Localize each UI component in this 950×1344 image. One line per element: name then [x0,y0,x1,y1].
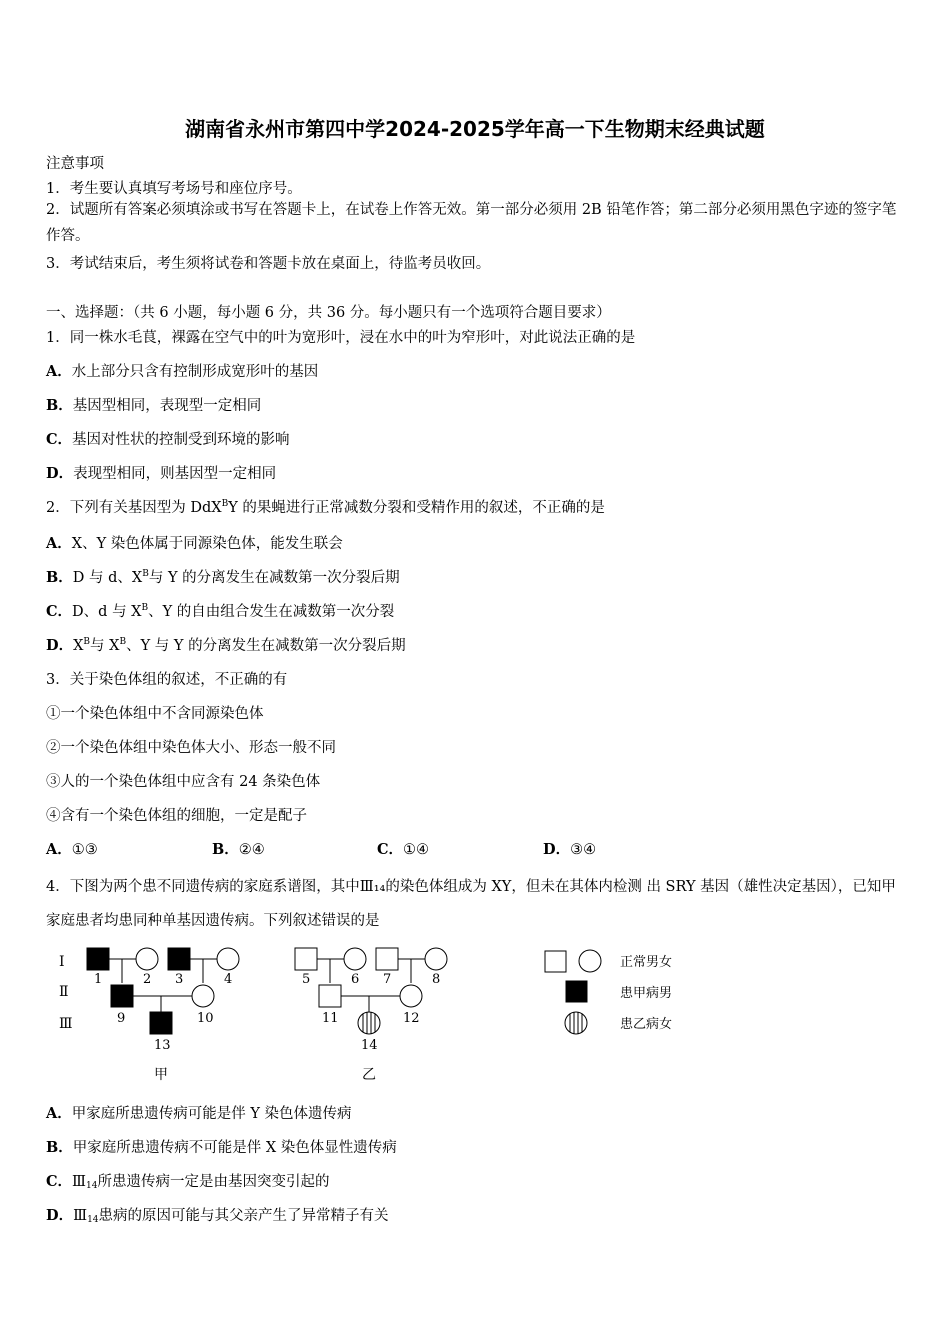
individual-5 [295,948,317,970]
individual-3 [168,948,190,970]
stem-part: 2．下列有关基因型为 DdX [46,500,222,516]
q4-option-c [46,1170,329,1191]
option-text: D 与 d、X [72,570,143,586]
option-text: 、Y 的自由组合发生在减数第一次分裂 [148,604,395,620]
q2-option-c [46,600,394,621]
option-text: X、Y 染色体属于同源染色体，能发生联会 [71,536,343,552]
option-label: B． [212,841,239,858]
individual-14 [358,1012,380,1034]
individual-12 [400,985,422,1007]
q3-statement: ②一个染色体组中染色体大小、形态一般不同 [46,740,336,756]
option-text: 、Y 与 Y 的分离发生在减数第一次分裂后期 [126,638,406,654]
option-text: 基因型相同，表现型一定相同 [72,398,262,414]
individual-7 [376,948,398,970]
option-label: B． [46,1139,73,1156]
option-text: 与 Y 的分离发生在减数第一次分裂后期 [148,570,400,586]
individual-number: 3 [175,972,184,987]
option-text: Ⅲ [73,1208,88,1224]
option-label: A． [46,841,72,858]
option-text: ③④ [570,842,597,858]
notice-heading: 注意事项 [46,156,104,172]
generation-label: Ⅲ [59,1016,73,1032]
q4-option-a [46,1102,352,1123]
option-text: 甲家庭所患遗传病不可能是伴 X 染色体显性遗传病 [72,1140,397,1156]
section-heading: 一、选择题：（共 6 小题，每小题 6 分，共 36 分。每小题只有一个选项符合题目要求） [46,305,611,321]
option-label: C． [46,603,73,620]
option-text: ①④ [403,842,430,858]
option-label: B． [46,569,73,586]
family-label: 甲 [154,1067,168,1083]
individual-13 [150,1012,172,1034]
individual-number: 14 [361,1038,378,1053]
individual-2 [136,948,158,970]
option-label: A． [46,535,72,552]
option-text: 基因对性状的控制受到环境的影响 [72,432,290,448]
q3-option-b [212,838,265,859]
q3-option-d [543,838,596,859]
individual-number: 7 [383,972,392,987]
q4-option-b [46,1136,397,1157]
individual-11 [319,985,341,1007]
option-text: 甲家庭所患遗传病可能是伴 Y 染色体遗传病 [71,1106,352,1122]
individual-number: 11 [322,1011,339,1026]
option-text: ①③ [71,842,98,858]
subscript: 14 [86,1181,98,1191]
option-text: 所患遗传病一定是由基因突变引起的 [97,1174,330,1190]
legend-disease-a-male-icon [566,981,587,1002]
q1-option-c [46,428,290,449]
individual-9 [111,985,133,1007]
q1-option-d [46,462,276,483]
option-label: B． [46,397,73,414]
q3-statement: ③人的一个染色体组中应含有 24 条染色体 [46,774,321,790]
individual-number: 8 [432,972,441,987]
option-text: D、d 与 X [72,604,142,620]
individual-number: 9 [117,1011,126,1026]
question-1-stem: 1．同一株水毛茛，裸露在空气中的叶为宽形叶，浸在水中的叶为窄形叶，对此说法正确的是 [46,330,636,346]
option-label: A． [46,1105,72,1122]
pedigree-diagram [40,938,740,1088]
legend-label: 患乙病女 [620,1017,673,1032]
option-label: C． [46,1173,73,1190]
superscript: B [83,637,91,648]
superscript: B [142,569,149,580]
option-text: 与 X [90,638,120,654]
question-2-stem [46,496,605,517]
individual-6 [344,948,366,970]
individual-number: 10 [197,1011,214,1026]
stem-part: Y 的果蝇进行正常减数分裂和受精作用的叙述，不正确的是 [228,500,605,516]
option-label: D． [46,637,74,654]
option-label: D． [543,841,571,858]
notice-item: 3．考试结束后，考生须将试卷和答题卡放在桌面上，待监考员收回。 [46,256,491,272]
option-text: 水上部分只含有控制形成宽形叶的基因 [71,364,319,380]
generation-label: Ⅱ [59,984,69,1000]
individual-4 [217,948,239,970]
subscript: 14 [87,1215,99,1225]
notice-item: 1．考生要认真填写考场号和座位序号。 [46,181,302,197]
superscript: B [221,499,229,510]
individual-number: 13 [154,1038,171,1053]
q2-option-a [46,532,343,553]
notice-item: 2．试题所有答案必须填涂或书写在答题卡上，在试卷上作答无效。第一部分必须用 2B 铅笔作答；第二部分必须用黑色字迹的签字笔作答。 [46,202,897,244]
question-4-stem: 4．下图为两个患不同遗传病的家庭系谱图，其中Ⅲ₁₄的染色体组成为 XY，但未在其体内检测 出 SRY 基因（雄性决定基因），已知甲家庭患者均患同种单基因遗传病。下列叙述错误的是 [46,879,896,929]
superscript: B [141,603,149,614]
superscript: B [119,637,127,648]
legend-label: 患甲病男 [620,986,673,1001]
legend-normal-female-icon [579,950,601,972]
q2-option-d [46,634,406,655]
q1-option-b [46,394,261,415]
individual-number: 12 [403,1011,420,1026]
option-text: 患病的原因可能与其父亲产生了异常精子有关 [98,1208,389,1224]
individual-1 [87,948,109,970]
individual-10 [192,985,214,1007]
option-label: C． [377,841,404,858]
option-label: D． [46,1207,74,1224]
option-text: X [73,638,84,654]
q1-option-a [46,360,318,381]
legend-disease-b-female-icon [565,1012,587,1034]
legend-label: 正常男女 [620,955,673,970]
q3-statement: ①一个染色体组中不含同源染色体 [46,706,264,722]
family-label: 乙 [362,1067,376,1083]
legend-normal-male-icon [545,951,566,972]
individual-number: 6 [351,972,360,987]
individual-number: 4 [224,972,233,987]
generation-label: Ⅰ [59,954,65,970]
q4-option-d [46,1204,389,1225]
q2-option-b [46,566,400,587]
individual-number: 2 [143,972,152,987]
q3-option-a [46,838,98,859]
q3-option-c [377,838,429,859]
individual-8 [425,948,447,970]
option-label: D． [46,465,74,482]
option-text: Ⅲ [72,1174,87,1190]
individual-number: 5 [302,972,311,987]
option-text: ②④ [238,842,265,858]
page-title: 湖南省永州市第四中学2024-2025学年高一下生物期末经典试题 [185,117,765,141]
question-3-stem: 3．关于染色体组的叙述，不正确的有 [46,672,288,688]
option-text: 表现型相同，则基因型一定相同 [73,466,277,482]
option-label: C． [46,431,73,448]
individual-number: 1 [94,972,103,987]
option-label: A． [46,363,72,380]
q3-statement: ④含有一个染色体组的细胞，一定是配子 [46,808,307,824]
